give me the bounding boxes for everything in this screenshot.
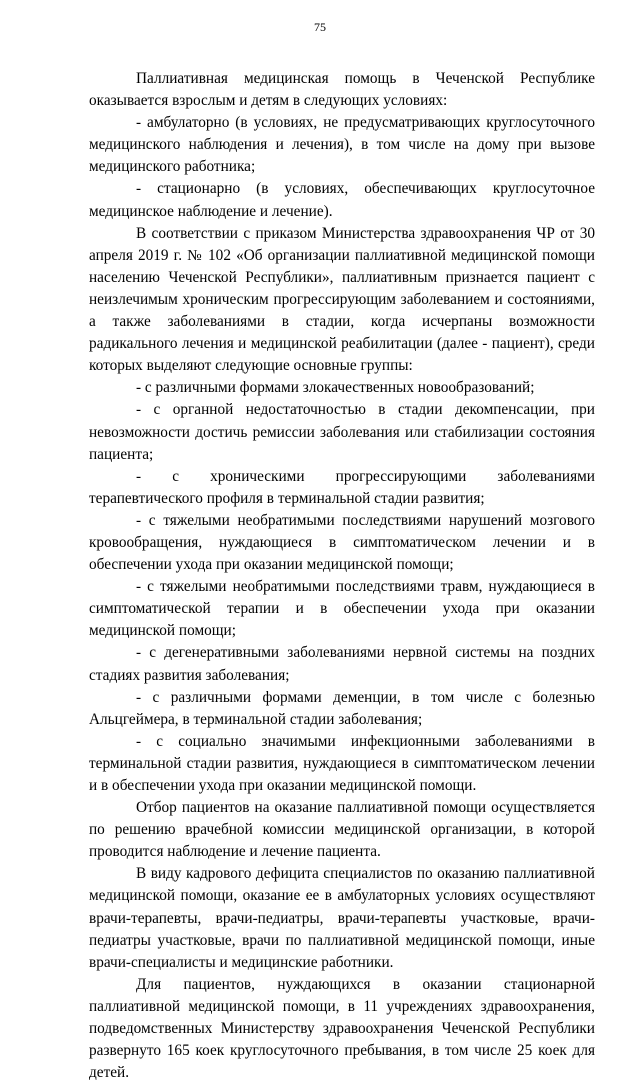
list-item: - с тяжелыми необратимыми последствиями нарушений мозгового кровообращения, нуждающиеся в симптоматическом лечении и в обеспечении ухода при оказании медицинской помощи; — [89, 511, 595, 574]
paragraph-order-reference: В соответствии с приказом Министерства здравоохранения ЧР от 30 апреля 2019 г. № 102 «Об организации паллиативной медицинской помощи населению Чеченской Республики», паллиативным признается пациент с неизлечимым хроническим прогрессирующим заболеванием и состояниями, а также заболеваниями в стадии, когда исчерпаны возможности радикального лечения и медицинской реабилитации (далее - пациент), среди которых выделяют следующие основные группы: — [89, 224, 595, 375]
paragraph-patient-selection: Отбор пациентов на оказание паллиативной помощи осуществляется по решению врачебной комиссии медицинской организации, в которой проводится наблюдение и лечение пациента. — [89, 799, 595, 861]
list-item: - с органной недостаточностью в стадии декомпенсации, при невозможности достичь ремиссии заболевания или стабилизации состояния пациента; — [89, 401, 595, 463]
list-item: - с различными формами злокачественных новообразований; — [136, 379, 535, 397]
list-item: - с хроническими прогрессирующими заболеваниями терапевтического профиля в терминальной стадии развития; — [89, 467, 595, 507]
list-item: - с тяжелыми необратимыми последствиями травм, нуждающиеся в симптоматической терапии и в обеспечении ухода при оказании медицинской помощи; — [89, 578, 595, 640]
paragraph-staff-deficit: В виду кадрового дефицита специалистов по оказанию паллиативной медицинской помощи, оказание ее в амбулаторных условиях осуществляют врачи-терапевты, врачи-педиатры, врачи-терапевты участковые, врачи-педиатры участковые, врачи по паллиативной медицинской помощи, иные врачи-специалисты и медицинские работники. — [89, 865, 595, 971]
list-item: - с различными формами деменции, в том числе с болезнью Альцгеймера, в терминальной стадии заболевания; — [89, 688, 595, 728]
paragraph-inpatient-beds: Для пациентов, нуждающихся в оказании стационарной паллиативной медицинской помощи, в 11 учреждениях здравоохранения, подведомственных Министерству здравоохранения Чеченской Республики развернуто 165 коек круглосуточного пребывания, в том числе 25 коек для детей. — [89, 975, 595, 1082]
list-item: - амбулаторно (в условиях, не предусматривающих круглосуточного медицинского наблюдения и лечения), в том числе на дому при вызове медицинского работника; — [89, 114, 595, 176]
list-item: - с дегенеративными заболеваниями нервной системы на поздних стадиях развития заболевания; — [89, 644, 595, 684]
list-item: - с социально значимыми инфекционными заболеваниями в терминальной стадии развития, нуждающиеся в симптоматическом лечении и в обеспечении ухода при оказании медицинской помощи. — [89, 732, 595, 794]
paragraph-intro: Паллиативная медицинская помощь в Чеченской Республике оказывается взрослым и детям в следующих условиях: — [89, 70, 595, 110]
page-number: 75 — [314, 20, 326, 34]
document-body — [89, 68, 595, 1084]
list-item: - стационарно (в условиях, обеспечивающих круглосуточное медицинское наблюдение и лечение). — [89, 180, 595, 220]
